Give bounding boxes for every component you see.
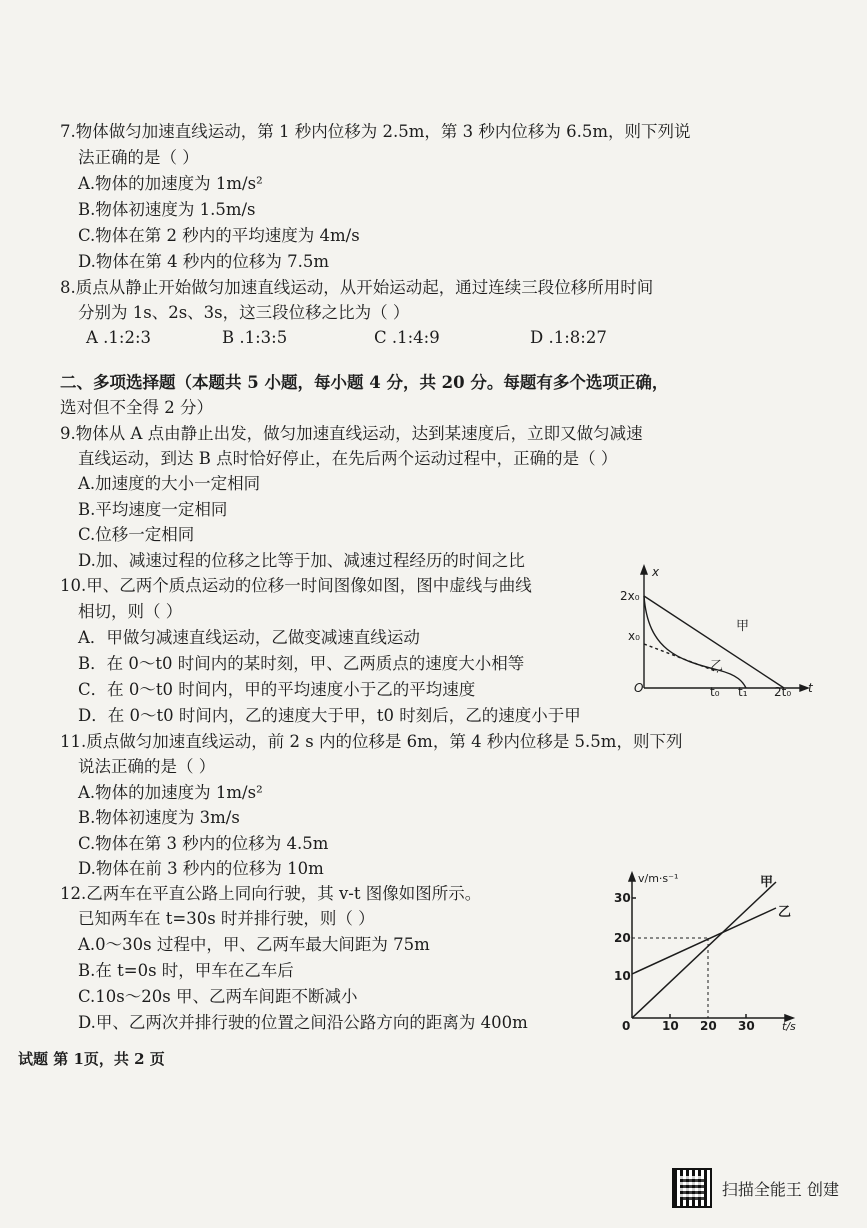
q10-option-c: C．在 0～t0 时间内，甲的平均速度小于乙的平均速度 xyxy=(78,680,476,699)
q12-option-c: C.10s～20s 甲、乙两车间距不断减小 xyxy=(78,987,358,1006)
t-tick-2t0: 2t₀ xyxy=(774,685,792,699)
q8-option-d: D .1:8:27 xyxy=(530,328,607,347)
q12-stem-line2: 已知两车在 t=30s 时并排行驶，则（ ） xyxy=(78,909,375,928)
q9-option-d: D.加、减速过程的位移之比等于加、减速过程经历的时间之比 xyxy=(78,551,525,570)
q7-option-b: B.物体初速度为 1.5m/s xyxy=(78,200,256,219)
q11-option-d: D.物体在前 3 秒内的位移为 10m xyxy=(78,859,324,878)
v-axis-arrow xyxy=(629,873,635,881)
q11-stem-line1: 11.质点做匀加速直线运动，前 2 s 内的位移是 6m，第 4 秒内位移是 5.5m，则下列 xyxy=(60,732,683,751)
y-tick-20: 20 xyxy=(614,931,631,945)
q10-xt-graph xyxy=(618,560,818,700)
origin-0: 0 xyxy=(622,1019,631,1033)
x-tick-10: 10 xyxy=(662,1019,679,1033)
v-axis-label: v/m·s⁻¹ xyxy=(638,872,679,885)
t-tick-t1: t₁ xyxy=(738,685,748,699)
q12-option-a: A.0～30s 过程中，甲、乙两车最大间距为 75m xyxy=(78,935,430,954)
jia-label: 甲 xyxy=(736,619,750,634)
q7-stem-line2: 法正确的是（ ） xyxy=(78,148,199,167)
q11-option-a: A.物体的加速度为 1m/s² xyxy=(78,783,263,802)
q9-option-c: C.位移一定相同 xyxy=(78,525,195,544)
q12-option-d: D.甲、乙两次并排行驶的位置之间沿公路方向的距离为 400m xyxy=(78,1013,528,1032)
q7-option-a: A.物体的加速度为 1m/s² xyxy=(78,174,263,193)
y-tick-x0: x₀ xyxy=(628,629,640,643)
yi-label: 乙 xyxy=(710,659,724,674)
q11-option-b: B.物体初速度为 3m/s xyxy=(78,808,240,827)
section2-heading-line1: 二、多项选择题（本题共 5 小题，每小题 4 分，共 20 分。每题有多个选项正确， xyxy=(60,373,669,392)
q9-stem-line1: 9.物体从 A 点由静止出发，做匀加速直线运动，达到某速度后，立即又做匀减速 xyxy=(60,424,643,443)
section2-heading-line2: 选对但不全得 2 分） xyxy=(60,398,213,417)
q12-vt-graph xyxy=(608,868,808,1034)
q11-stem-line2: 说法正确的是（ ） xyxy=(78,757,216,776)
q8-stem-line2: 分别为 1s、2s、3s，这三段位移之比为（ ） xyxy=(78,303,410,322)
page-footer: 试题 第 1页，共 2 页 xyxy=(18,1050,165,1068)
y-tick-30: 30 xyxy=(614,891,631,905)
scanner-watermark xyxy=(672,1168,839,1208)
q7-option-d: D.物体在第 4 秒内的位移为 7.5m xyxy=(78,252,330,271)
q12-stem-line1: 12.乙两车在平直公路上同向行驶，其 v-t 图像如图所示。 xyxy=(60,884,482,903)
x-tick-30: 30 xyxy=(738,1019,755,1033)
q7-stem-line1: 7.物体做匀加速直线运动，第 1 秒内位移为 2.5m，第 3 秒内位移为 6.5m，则下列说 xyxy=(60,122,691,141)
x-axis-label: x xyxy=(652,565,660,579)
time-axis-label: t/s xyxy=(782,1020,796,1033)
jia-velocity-line xyxy=(632,882,776,1018)
x-tick-20: 20 xyxy=(700,1019,717,1033)
q10-stem-line1: 10.甲、乙两个质点运动的位移一时间图像如图，图中虚线与曲线 xyxy=(60,576,532,595)
q8-stem-line1: 8.质点从静止开始做匀加速直线运动，从开始运动起，通过连续三段位移所用时间 xyxy=(60,278,654,297)
origin-label: O xyxy=(634,681,644,695)
q10-option-b: B．在 0～t0 时间内的某时刻，甲、乙两质点的速度大小相等 xyxy=(78,654,525,673)
yi-label: 乙 xyxy=(778,905,792,920)
qr-code-icon xyxy=(672,1168,712,1208)
q8-option-c: C .1:4:9 xyxy=(374,328,440,347)
t-axis-arrow xyxy=(800,685,808,691)
y-tick-2x0: 2x₀ xyxy=(620,589,640,603)
q9-stem-line2: 直线运动，到达 B 点时恰好停止，在先后两个运动过程中，正确的是（ ） xyxy=(78,449,618,468)
y-tick-10: 10 xyxy=(614,969,631,983)
q10-option-a: A．甲做匀减速直线运动，乙做变减速直线运动 xyxy=(78,628,420,647)
q12-option-b: B.在 t=0s 时，甲车在乙车后 xyxy=(78,961,294,980)
x-axis-arrow xyxy=(641,566,647,574)
q9-option-b: B.平均速度一定相同 xyxy=(78,500,228,519)
jia-line xyxy=(644,596,784,688)
scanner-text: 扫描全能王 创建 xyxy=(721,1179,839,1199)
jia-label: 甲 xyxy=(760,875,774,890)
q11-option-c: C.物体在第 3 秒内的位移为 4.5m xyxy=(78,834,329,853)
t-axis-label: t xyxy=(808,681,813,695)
q10-stem-line2: 相切，则（ ） xyxy=(78,602,183,621)
t-tick-t0: t₀ xyxy=(710,685,720,699)
q10-option-d: D．在 0～t0 时间内，乙的速度大于甲，t0 时刻后，乙的速度小于甲 xyxy=(78,706,581,725)
yi-velocity-line xyxy=(632,908,776,974)
q8-option-a: A .1:2:3 xyxy=(86,328,152,347)
q9-option-a: A.加速度的大小一定相同 xyxy=(78,474,261,493)
q7-option-c: C.物体在第 2 秒内的平均速度为 4m/s xyxy=(78,226,360,245)
q8-option-b: B .1:3:5 xyxy=(222,328,288,347)
yi-curve xyxy=(644,596,746,688)
